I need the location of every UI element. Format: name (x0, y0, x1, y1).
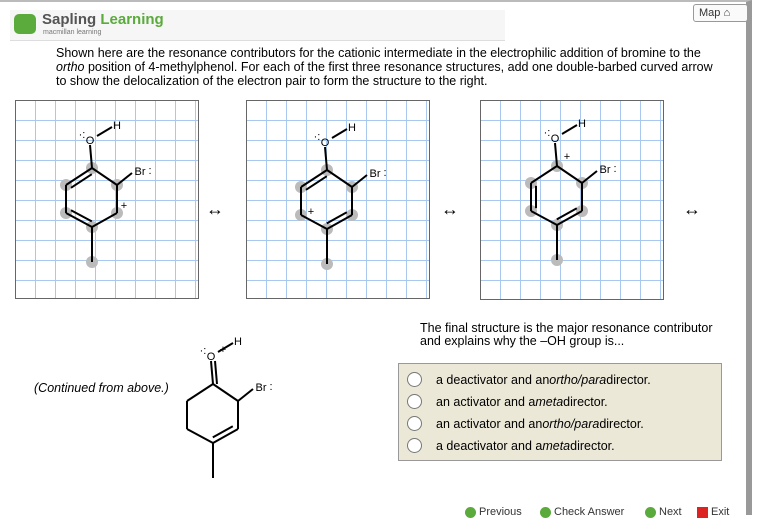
bromine-atom: Br (134, 166, 146, 178)
positive-charge: + (120, 200, 128, 212)
bond (213, 384, 238, 401)
bond (531, 166, 557, 183)
bond (92, 168, 117, 185)
double-bond (213, 426, 233, 437)
bond (238, 389, 253, 401)
oxygen-atom: O (206, 351, 216, 363)
bond (327, 170, 352, 187)
exit-button[interactable]: Exit (697, 506, 729, 518)
bromine-atom: Br (599, 164, 611, 176)
lone-pairs: ·: (313, 131, 321, 143)
check-answer-button[interactable]: Check Answer (540, 506, 624, 518)
lone-pairs: : (148, 165, 152, 177)
oxygen-atom: O (550, 133, 560, 145)
bond (562, 125, 577, 134)
choice-2[interactable]: an activator and a meta director. (407, 394, 608, 409)
bromine-atom: Br (255, 382, 267, 394)
radio-button[interactable] (407, 416, 422, 431)
bond (352, 175, 367, 187)
answer-choices (398, 363, 722, 461)
bond (211, 361, 213, 384)
brand-accent: Learning (100, 11, 164, 28)
radio-button[interactable] (407, 394, 422, 409)
next-icon (645, 507, 656, 518)
hydrogen-atom: H (113, 120, 121, 132)
choice-4[interactable]: a deactivator and a meta director. (407, 438, 615, 453)
final-structure-text: The final structure is the major resonance contributor and explains why the –OH group is... (420, 321, 713, 348)
bond (187, 429, 213, 443)
brand-main: Sapling (42, 11, 97, 28)
double-bond (215, 361, 217, 384)
positive-charge: + (563, 151, 571, 163)
double-bond (306, 176, 327, 190)
radio-button[interactable] (407, 438, 422, 453)
resonance-arrow-3: ↔ (683, 199, 701, 219)
lone-pairs: ·: (543, 127, 551, 139)
map-label: Map (699, 7, 721, 19)
double-bond (557, 208, 577, 219)
oxygen-atom: O (320, 137, 330, 149)
radio-button[interactable] (407, 372, 422, 387)
double-bond (327, 212, 347, 223)
bond (187, 384, 213, 401)
brand-subtitle: macmillan learning (43, 29, 102, 36)
double-bond (71, 210, 92, 221)
lone-pairs: : (613, 163, 617, 175)
bond (332, 129, 347, 138)
check-icon (540, 507, 551, 518)
bond (582, 171, 597, 183)
previous-icon (465, 507, 476, 518)
lone-pairs: ·: (199, 345, 207, 357)
positive-charge: + (219, 344, 227, 356)
hydrogen-atom: H (234, 336, 242, 348)
bond (557, 166, 582, 183)
exit-icon (697, 507, 708, 518)
previous-button[interactable]: Previous (465, 506, 522, 518)
hydrogen-atom: H (578, 118, 586, 130)
bond (117, 173, 132, 185)
lone-pairs: : (383, 167, 387, 179)
lone-pairs: ·: (78, 129, 86, 141)
bromine-atom: Br (369, 168, 381, 180)
bond (97, 127, 112, 136)
bond (531, 211, 557, 225)
double-bond (71, 174, 92, 188)
next-button[interactable]: Next (645, 506, 682, 518)
positive-charge: + (307, 206, 315, 218)
choice-1[interactable]: a deactivator and an ortho/para director. (407, 372, 651, 387)
map-icon: ⌂ (723, 7, 731, 19)
bond (92, 213, 117, 227)
resonance-arrow-1: ↔ (206, 199, 224, 219)
resonance-arrow-2: ↔ (441, 199, 459, 219)
hydrogen-atom: H (348, 122, 356, 134)
continued-label: (Continued from above.) (34, 381, 169, 395)
question-prompt: Shown here are the resonance contributors for the cationic intermediate in the electrophilic addition of bromine to the ortho position of 4-methylphenol. For each of the first three resonance structures, add one double-barbed curved arrow to show the delocalization of the electron pair to form the structure to the right. (56, 46, 713, 88)
oxygen-atom: O (85, 135, 95, 147)
lone-pairs: : (269, 381, 273, 393)
choice-3[interactable]: an activator and an ortho/para director. (407, 416, 644, 431)
